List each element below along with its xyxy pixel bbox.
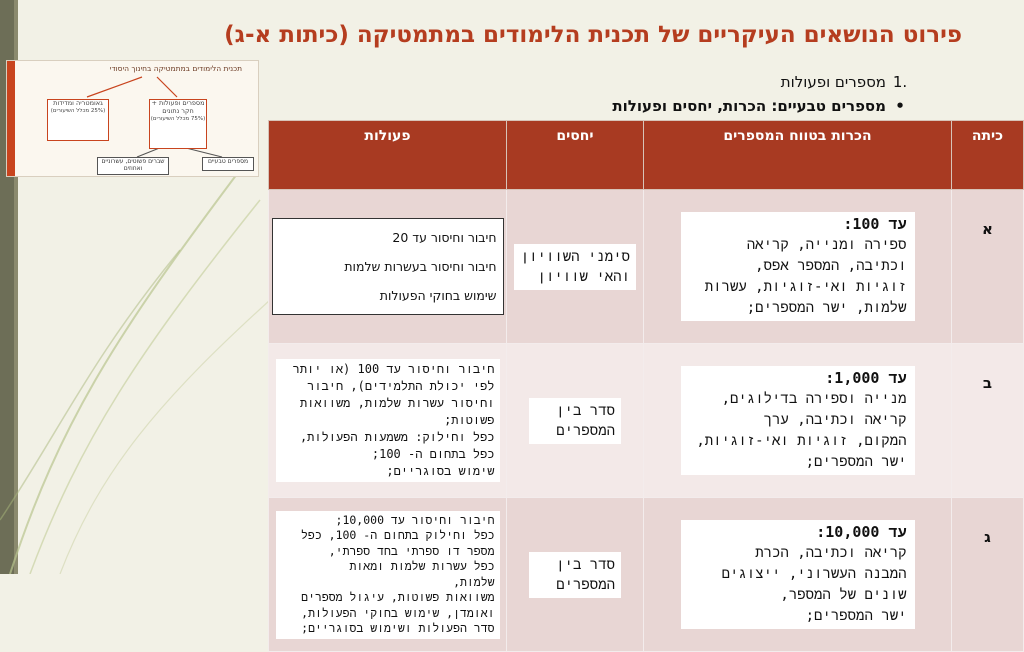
bullet-marker: • — [895, 97, 905, 115]
operations-line: מספר דו ספרתי בחד ספרתי, — [328, 543, 495, 558]
slide-title: פירוט הנושאים העיקריים של תכנית הלימודים במתמטיקה (כיתות א-ג) — [224, 22, 962, 48]
operations-line: חיבור וחיסור עד 10,000; — [335, 512, 495, 527]
bullet-list — [612, 70, 914, 118]
range-box — [681, 212, 915, 321]
range-line: זוגיות ואי-זוגיות, עשרות — [704, 279, 907, 295]
header-number-range: הכרות בטווח המספרים — [644, 121, 952, 190]
range-heading: עד 100: — [843, 215, 907, 233]
operations-line: שלמות, — [453, 574, 495, 589]
table-row — [269, 498, 1024, 652]
relations-cell — [507, 344, 644, 498]
thumbnail-numbers-box — [149, 99, 207, 149]
thumbnail-geometry-label: גאומטריה ומדידות — [53, 99, 103, 107]
range-line: מנייה וספירה בדילוגים, — [721, 391, 907, 407]
bullet-text: מספרים ופעולות — [780, 73, 886, 91]
curriculum-thumbnail-diagram — [6, 60, 259, 177]
range-cell — [644, 190, 952, 344]
bullet-item-natural-numbers — [612, 94, 914, 118]
range-heading: עד 1,000: — [825, 369, 907, 387]
range-line: המבנה העשרוני, ייצוגים — [721, 566, 907, 582]
operations-line: חיבור וחיסור בעשרות שלמות — [344, 259, 497, 274]
operations-box — [276, 359, 500, 482]
operations-box — [272, 218, 504, 315]
operations-line: לפי יכולת התלמידים), חיבור — [307, 379, 495, 393]
operations-line: ואומדן, שימוש בחוקי הפעולות, — [301, 605, 495, 620]
range-line: קריאה וכתיבה, הכרת — [755, 545, 907, 561]
range-line: וכתיבה, המספר אפס, — [755, 258, 907, 274]
relations-cell — [507, 190, 644, 344]
thumbnail-geometry-box — [47, 99, 109, 141]
range-heading: עד 10,000: — [816, 523, 907, 541]
operations-line: כפל וחילוק: משמעות הפעולות, — [299, 430, 495, 444]
range-line: קריאה וכתיבה, ערך — [763, 412, 907, 428]
curriculum-table — [268, 120, 1024, 652]
operations-line: חיבור וחיסור עד 20 — [392, 230, 497, 245]
table-row — [269, 190, 1024, 344]
range-line: המקום, זוגיות ואי-זוגיות, — [696, 433, 907, 449]
operations-line: כפל בתחום ה- 100; — [371, 447, 495, 461]
relations-box — [529, 398, 621, 444]
range-box — [681, 520, 915, 629]
relations-line: סדר בין — [556, 402, 615, 419]
operations-line: כפל וחילוק בתחום ה- 100, כפל — [301, 528, 495, 542]
operations-line: סדר הפעולות ושימוש בסוגריים; — [301, 621, 495, 635]
operations-line: כפל עשרות שלמות ומאות — [349, 559, 495, 573]
operations-cell — [269, 498, 507, 652]
range-line: ספירה ומנייה, קריאה — [746, 237, 907, 253]
thumbnail-geometry-note: (25% מכלל השיעורים) — [50, 107, 106, 114]
operations-line: שימוש בחוקי הפעולות — [379, 288, 497, 303]
range-cell — [644, 344, 952, 498]
relations-line: סדר בין — [556, 556, 615, 573]
operations-line: שימוש בסוגריים; — [386, 464, 495, 478]
range-line: שונים של המספר, — [780, 587, 907, 603]
grade-cell: א — [952, 190, 1024, 344]
thumbnail-fractions-box: שברים פשוטים, עשרוניים ואחוזים — [97, 157, 169, 175]
range-cell — [644, 498, 952, 652]
operations-cell — [269, 344, 507, 498]
thumbnail-numbers-label: מספרים ופעולות + חקר נתונים — [151, 99, 205, 115]
thumbnail-natural-box: מספרים טבעיים — [202, 157, 254, 171]
relations-box — [514, 244, 636, 290]
operations-cell — [269, 190, 507, 344]
relations-line: המספרים — [556, 576, 615, 593]
table-header-row — [269, 121, 1024, 190]
operations-line: משוואות פשוטות, עיגול מספרים — [301, 590, 495, 604]
operations-line: פשוטות; — [444, 413, 495, 427]
relations-line: המספרים — [556, 422, 615, 439]
thumbnail-title: תכנית הלימודים במתמטיקה בחינוך היסודי — [109, 64, 242, 73]
relations-line: סימני השוויון — [520, 248, 630, 265]
operations-box — [276, 511, 500, 639]
range-box — [681, 366, 915, 475]
header-relations: יחסים — [507, 121, 644, 190]
range-line: שלמות, ישר המספרים; — [746, 300, 907, 316]
range-line: ישר המספרים; — [805, 608, 907, 624]
bullet-text: מספרים טבעיים: הכרות, יחסים ופעולות — [612, 97, 886, 115]
thumbnail-numbers-note: (75% מכלל השיעורים) — [150, 115, 206, 122]
header-grade: כיתה — [952, 121, 1024, 190]
range-line: ישר המספרים; — [805, 454, 907, 470]
relations-line: והאי שוויון — [537, 268, 630, 285]
relations-box — [529, 552, 621, 598]
table-row — [269, 344, 1024, 498]
operations-line: וחיסור עשרות שלמות, משוואות — [299, 396, 495, 410]
operations-line: חיבור וחיסור עד 100 (או יותר — [292, 362, 495, 376]
grade-cell: ג — [952, 498, 1024, 652]
bullet-item-numbers-operations — [612, 70, 914, 94]
bullet-marker: .1 — [892, 73, 908, 91]
header-operations: פעולות — [269, 121, 507, 190]
relations-cell — [507, 498, 644, 652]
grade-cell: ב — [952, 344, 1024, 498]
